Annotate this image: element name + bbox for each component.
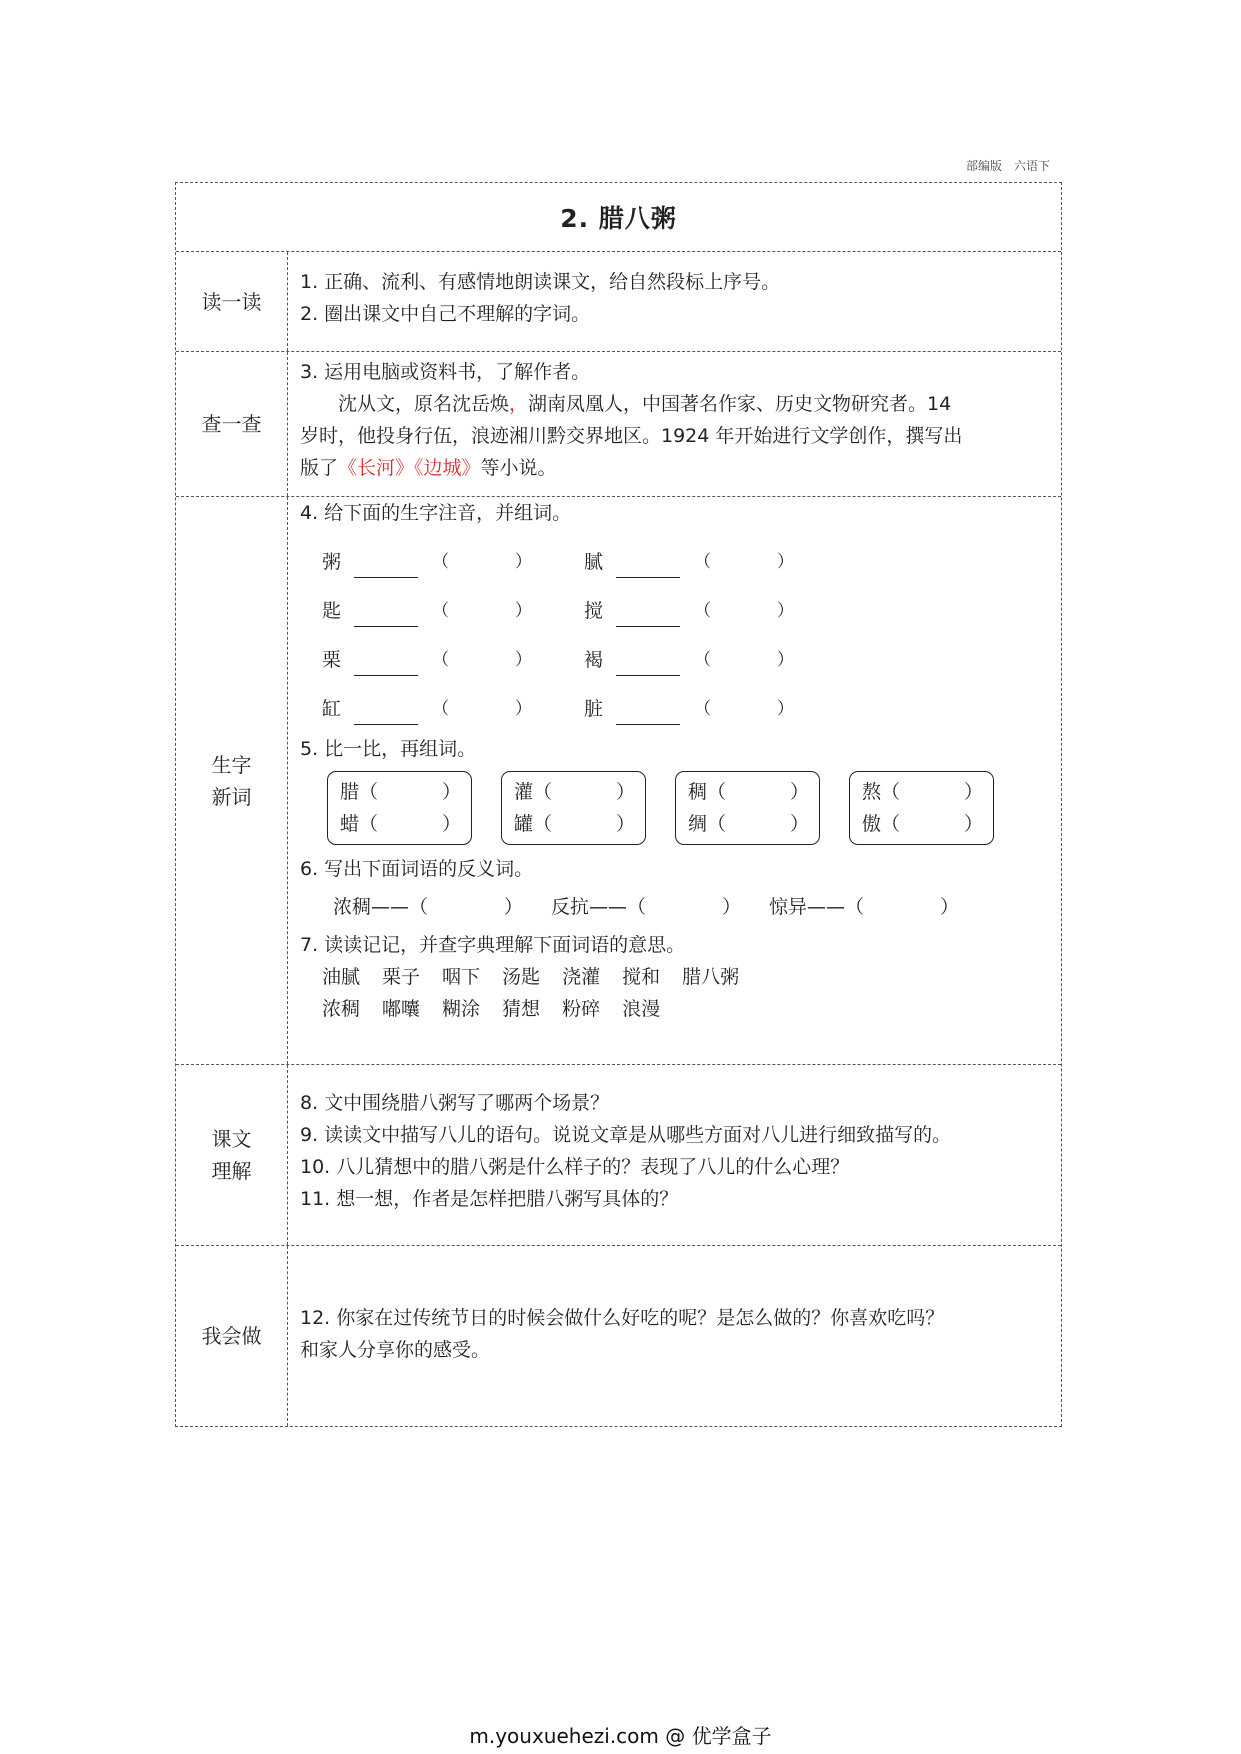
- compare-box: [675, 771, 820, 845]
- paren-open: （: [694, 699, 711, 719]
- vocab-word: 糊涂: [442, 998, 481, 1020]
- section-do: [176, 1246, 1061, 1426]
- vocab-line-2: [300, 993, 1047, 1025]
- question-12-cont: 和家人分享你的感受。: [300, 1339, 491, 1361]
- char-item: [584, 595, 846, 627]
- antonym-item[interactable]: 浓稠——（ ）: [333, 896, 524, 918]
- word-parens[interactable]: [694, 693, 794, 725]
- paren-close: ）: [515, 552, 532, 572]
- vocab-word: 浓稠: [322, 998, 361, 1020]
- word-parens[interactable]: [694, 644, 794, 676]
- compare-box: [501, 771, 646, 845]
- char-item: [584, 693, 846, 725]
- paren-close: ）: [777, 601, 794, 621]
- antonym-row: [300, 885, 1047, 929]
- section-label-do: 我会做: [176, 1246, 288, 1426]
- worksheet-table: [175, 182, 1062, 1427]
- section-label-understand: 课文 理解: [176, 1065, 288, 1245]
- word-parens[interactable]: [694, 546, 794, 578]
- char-item: [322, 546, 584, 578]
- question-2: 2. 圈出课文中自己不理解的字词。: [300, 303, 591, 325]
- question-10: 10. 八儿猜想中的腊八粥是什么样子的？表现了八儿的什么心理？: [300, 1156, 850, 1178]
- paren-close: ）: [789, 781, 809, 803]
- question-4: 4. 给下面的生字注音，并组词。: [300, 502, 572, 524]
- compare-line[interactable]: [862, 808, 983, 840]
- pinyin-blank[interactable]: [354, 698, 418, 725]
- compare-line[interactable]: [688, 808, 809, 840]
- pinyin-blank[interactable]: [354, 649, 418, 676]
- char-annotation-grid: [300, 529, 1047, 725]
- compare-char: 熬（: [862, 781, 901, 803]
- compare-boxes: [300, 771, 1047, 845]
- compare-line[interactable]: [514, 776, 635, 808]
- char: 粥: [322, 551, 342, 573]
- compare-char: 罐（: [514, 813, 553, 835]
- paren-close: ）: [441, 813, 461, 835]
- vocab-word: 汤匙: [502, 966, 541, 988]
- antonym-item[interactable]: 惊异——（ ）: [769, 896, 960, 918]
- char: 搅: [584, 600, 604, 622]
- paren-close: ）: [515, 650, 532, 670]
- paren-close: ）: [515, 699, 532, 719]
- paren-close: ）: [777, 650, 794, 670]
- paren-close: ）: [963, 813, 983, 835]
- compare-char: 灌（: [514, 781, 553, 803]
- paren-open: （: [694, 601, 711, 621]
- section-label-words: 生字 新词: [176, 497, 288, 1064]
- char-row: [300, 578, 1047, 627]
- question-9: 9. 读读文中描写八儿的语句。说说文章是从哪些方面对八儿进行细致描写的。: [300, 1124, 952, 1146]
- question-11: 11. 想一想，作者是怎样把腊八粥写具体的？: [300, 1188, 679, 1210]
- compare-box: [327, 771, 472, 845]
- pinyin-blank[interactable]: [616, 698, 680, 725]
- pinyin-blank[interactable]: [616, 649, 680, 676]
- char: 匙: [322, 600, 342, 622]
- author-para-line-1: 沈从文，原名沈岳焕，湖南凤凰人，中国著名作家、历史文物研究者。14: [338, 393, 952, 415]
- char: 栗: [322, 649, 342, 671]
- compare-line[interactable]: [340, 776, 461, 808]
- question-1: 1. 正确、流利、有感情地朗读课文，给自然段标上序号。: [300, 271, 781, 293]
- section-label-lookup: 查一查: [176, 352, 288, 496]
- word-parens[interactable]: [432, 546, 532, 578]
- paren-close: ）: [777, 552, 794, 572]
- vocab-word: 猜想: [502, 998, 541, 1020]
- paren-close: ）: [777, 699, 794, 719]
- question-7: 7. 读读记记，并查字典理解下面词语的意思。: [300, 934, 686, 956]
- compare-box: [849, 771, 994, 845]
- compare-line[interactable]: [688, 776, 809, 808]
- author-para-line-3: 版了《长河》《边城》等小说。: [300, 457, 557, 479]
- paren-close: ）: [441, 781, 461, 803]
- question-12: 12. 你家在过传统节日的时候会做什么好吃的呢？是怎么做的？你喜欢吃吗？: [300, 1307, 945, 1329]
- question-3: 3. 运用电脑或资料书，了解作者。: [300, 361, 591, 383]
- vocab-word: 浇灌: [562, 966, 601, 988]
- paren-close: ）: [615, 813, 635, 835]
- site-footer: m.youxuehezi.com @ 优学盒子: [469, 1724, 772, 1748]
- char: 缸: [322, 698, 342, 720]
- word-parens[interactable]: [432, 595, 532, 627]
- paren-open: （: [432, 552, 449, 572]
- paren-open: （: [432, 650, 449, 670]
- vocab-word: 粉碎: [562, 998, 601, 1020]
- author-para-line-2: 岁时，他投身行伍，浪迹湘川黔交界地区。1924 年开始进行文学创作，撰写出: [300, 425, 963, 447]
- pinyin-blank[interactable]: [616, 600, 680, 627]
- word-parens[interactable]: [694, 595, 794, 627]
- book-titles: 《长河》《边城》: [338, 457, 481, 479]
- paren-open: （: [432, 699, 449, 719]
- word-parens[interactable]: [432, 693, 532, 725]
- char: 腻: [584, 551, 604, 573]
- paren-close: ）: [789, 813, 809, 835]
- compare-line[interactable]: [862, 776, 983, 808]
- char-row: [300, 676, 1047, 725]
- compare-char: 绸（: [688, 813, 727, 835]
- pinyin-blank[interactable]: [616, 551, 680, 578]
- compare-line[interactable]: [514, 808, 635, 840]
- compare-char: 腊（: [340, 781, 379, 803]
- vocab-word: 咽下: [442, 966, 481, 988]
- compare-char: 稠（: [688, 781, 727, 803]
- section-label-read: 读一读: [176, 252, 288, 351]
- vocab-word: 腊八粥: [682, 966, 740, 988]
- vocab-word: 栗子: [382, 966, 421, 988]
- question-5: 5. 比一比，再组词。: [300, 738, 477, 760]
- compare-char: 傲（: [862, 813, 901, 835]
- section-lookup: [176, 352, 1061, 497]
- vocab-line-1: [300, 961, 1047, 993]
- word-parens[interactable]: [432, 644, 532, 676]
- char: 脏: [584, 698, 604, 720]
- char-item: [584, 546, 846, 578]
- char-item: [322, 644, 584, 676]
- vocab-word: 浪漫: [622, 998, 661, 1020]
- pinyin-blank[interactable]: [354, 551, 418, 578]
- vocab-word: 嘟囔: [382, 998, 421, 1020]
- section-read: [176, 252, 1061, 352]
- edition-note: 部编版 六语下: [965, 159, 1050, 173]
- pinyin-blank[interactable]: [354, 600, 418, 627]
- paren-close: ）: [963, 781, 983, 803]
- question-8: 8. 文中围绕腊八粥写了哪两个场景？: [300, 1092, 610, 1114]
- paren-open: （: [694, 552, 711, 572]
- question-6: 6. 写出下面词语的反义词。: [300, 858, 534, 880]
- vocab-word: 搅和: [622, 966, 661, 988]
- compare-char: 蜡（: [340, 813, 379, 835]
- char: 褐: [584, 649, 604, 671]
- char-item: [322, 595, 584, 627]
- paren-open: （: [694, 650, 711, 670]
- compare-line[interactable]: [340, 808, 461, 840]
- section-new-words: [176, 497, 1061, 1065]
- lesson-title: 2. 腊八粥: [176, 183, 1061, 252]
- char-item: [584, 644, 846, 676]
- vocab-word: 油腻: [322, 966, 361, 988]
- section-understand: [176, 1065, 1061, 1246]
- char-item: [322, 693, 584, 725]
- paren-close: ）: [515, 601, 532, 621]
- paren-open: （: [432, 601, 449, 621]
- paren-close: ）: [615, 781, 635, 803]
- char-row: [300, 627, 1047, 676]
- antonym-item[interactable]: 反抗——（ ）: [551, 896, 742, 918]
- char-row: [300, 529, 1047, 578]
